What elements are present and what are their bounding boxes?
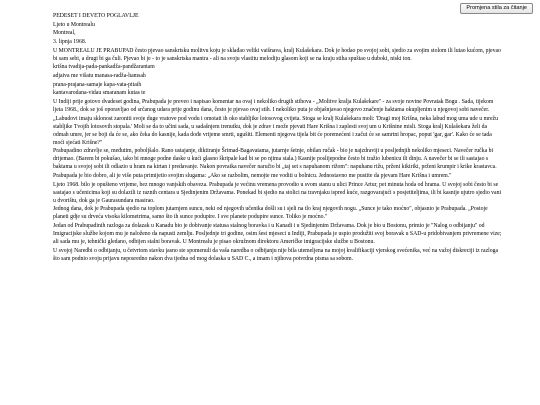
verse-line: kantavarodana-vidau smaranam kutas te (53, 90, 146, 97)
paragraph: Prabupadino zdravlje se, međutim, poboljšalo. Rano ustajanje, diktiranje Šrimad-Bagavatama, jutarnje šetnje, obilan ručak - bio je najzdraviji u posljednjih nekoliko mjeseci. Navečer ručka bi drijemao. (Barem bi pokušao, iako bi mnoge podne daske u kući glasno škripale kad bi se po njima stala.) Kasnije poslijepodne često bi tražio lubenicu ili dinju. A navečer bi se ili sastajao s baktama u svojoj sobi ili odlazio u hram na kirtan i predavanje. Nakon povratka navečer naručio bi „taj set s napuhanom rižom": napuhanu rižu, prženi kikiriki, prženi krumpir i krike krastavca. (53, 148, 497, 171)
paragraph: Prabupada je bio dobro, ali je više puta primijetio svojim slugama: „Ako se razbolim, nemojte me voditi u bolnicu. Jednostavno me pustite da pjevam Hare Krišna i umrem." (53, 173, 452, 180)
document-body (53, 12, 503, 263)
change-reading-style-button[interactable]: Promjena stila za čitanje (460, 3, 533, 14)
location-line: Montreal, (53, 30, 76, 37)
verse-line: adjaiva me višatu manasa-radža-hamsah (53, 72, 146, 79)
paragraph: Jednog dana, dok je Prabupada sjedio na toplom jutarnjem suncu, neki od njegovih učenika došli su i sjeli na tlo kraj njegovih nogu. „Sunce je tako moćno", objasnio je Prabupada. „Postoje planeti gdje su drveća visoka kilometrima, samo što ih sunce podupire. I sve planete podupire sunce. Toliko je moćno." (53, 206, 488, 221)
paragraph: U svojoj Naredbi o odbijanju, u četvrtom stavku jasno ste spomenuli da vaša naredba o odbijanju nije bila utemeljena na mojoj kvalifikaciji vjerskog svećenika, već na važoj diskreciji iz razloga što sam podnio svoju prijavu neposredno nakon dva tjedna od mog dolaska u SAD C., a imam i njihova potvrdna pisma sa sobom. (53, 247, 499, 262)
chapter-subtitle: Ljeto u Montrealu (53, 21, 95, 28)
verse-line: krišna tvadija-pada-pankadža-pandžarantam (53, 64, 155, 71)
paragraph: Jedan od Prabupadinih razloga za dolazak u Kanadu bio je dobivanje statusa stalnog boravka i u Kanadi i u Sjedinjenim Državama. Dok je bio u Bostonu, primio je "Nalog o odbijanju" od Imigracijske službe kojom mu je naloženo da napusti zemlju. Posljednje tri godine, osim šest mjeseci u Indiji, Prabupada je uspio produžiti svoj boravak u SAD-u pridobivanjem privremene vize; ali sada mu je, tehnički gledano, odbijen stalni boravak. U Montrealu je pisao okružnom direktoru Američke imigracijske službe u Bostonu. (53, 223, 502, 246)
paragraph: Ljeto 1968. bilo je opušteno vrijeme, bez mnogo vanjskih obaveza. Prabupada je većinu vremena provodio u svom stanu u ulici Prince Artur, pet minuta hoda od hrama. U svojoj sobi često bi se sastajao s učenicima koji su dolazili iz raznih centara u Sjedinjenim Državama. Ponekad bi sjedio na stolici na travnjaku ispred kuće, razgovarajući s posjetiteljima, ili bi kasnije ujutro sjedio vani u dvorištu, dok ga je Gaurasundara masirao. (53, 181, 502, 204)
paragraph: „Labudovi imaju sklonost zaroniti svoje duge vratove pod vodu i omotati ih oko stabljike lotosovog cvijeta. Stoga se kralj Kulašekara moli: 'Dragi moj Krišna, neka labud mog uma ude u mrežu stabljike Tvojih lotosovih stopala.' Moli se da to učini sada, u sadašnjem trenutku, dok je zdrav i može pjevati Hare Krišna i zaplesti svoj um u Krišnine misli. Stoga kralj Kulašekara želi da odmah umre, jer se boji da će se, ako čeka do kasnije, kada dođe vrijeme smrti, ugušiti. Elementi njegova tijela bit će poremećeni i začut će se samrtni hropac, poput 'gar, gar'. Kako će se tada moći sjećati Krišne?" (53, 115, 498, 146)
paragraph: U Indiji prije gotovo dvadeset godina, Prabupada je preveo i napisao komentar na ovaj i nekoliko drugih stihova - „Molitve kralja Kulašekare" - za svoje novine Povratak Bogu . Sada, tijekom ljeta 1968., dok se još oporavljao od srčanog udara prije godinu dana, često je pjevao ovaj stih. I nekoliko puta je objašnjavao njegovo značenje haktama okupljenim u njegovoj sobi navečer. (53, 98, 494, 113)
date-line: 3. lipnja 1968. (53, 38, 87, 45)
chapter-title: PEDESET I DEVETO POGLAVLJE (53, 13, 139, 19)
verse-line: prana-prajana-samaje kapa-vata-pitaih (53, 81, 142, 88)
paragraph: U MONTREALU JE PRABUPAD često pjevao sanskrtsku molitvu koju je sklađao veliki vaišnava, kralj Kulašekara. Dok je hodao po svojoj sobi, sjedio za svojim stolom ili lutao kućom, pjevao bi sam sebi, a drugi bi ga čuli. Pjevao bi je - to je sanskrtska mantra - ali na svoju vlastitu melodiju glasom koji se na kraju stiha spuštao u duboki, niski ton. (53, 47, 501, 62)
